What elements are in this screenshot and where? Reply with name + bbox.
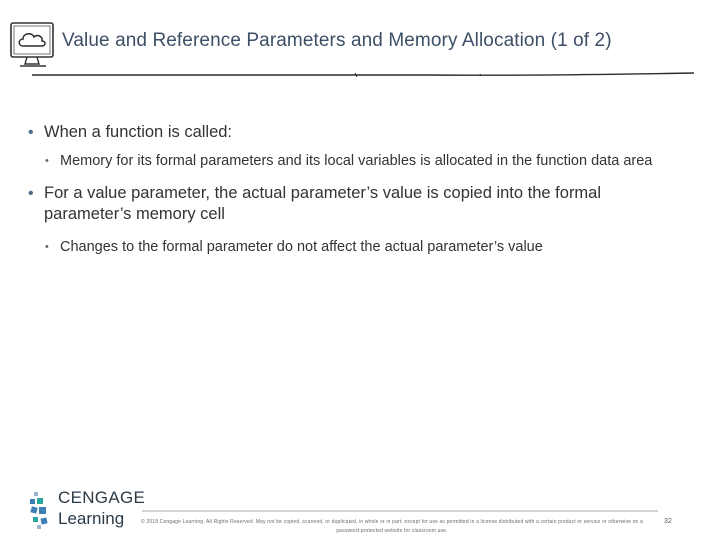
bullet-dot: •: [28, 124, 34, 141]
slide-title: Value and Reference Parameters and Memory Allocation (1 of 2): [62, 30, 612, 51]
bullet-item: [28, 183, 688, 225]
bullet-dot: •: [28, 185, 34, 202]
bullet-text: When a function is called:: [44, 123, 233, 141]
copyright-notice: © 2018 Cengage Learning. All Rights Reserved. May not be copied, scanned, or duplicated, in whole or in part, except for use as permitted in a license distributed with a certain product or service or otherwise on a password-protected website for classroom use.: [141, 519, 643, 534]
sub-bullet-dot: •: [45, 155, 49, 167]
footer-divider: [140, 506, 660, 516]
bullet-item: [28, 122, 688, 143]
sub-bullet-text: Changes to the formal parameter do not affect the actual parameter’s value: [60, 239, 543, 255]
sub-bullet-text: Memory for its formal parameters and its local variables is allocated in the function data area: [60, 153, 653, 169]
sub-bullet-dot: •: [45, 241, 49, 253]
logo-text-cengage: CENGAGE: [58, 488, 146, 507]
title-underline: [30, 68, 696, 82]
slide-body: [28, 122, 688, 257]
cloud-computer-icon: [8, 20, 58, 72]
logo-text-learning: Learning: [58, 509, 125, 528]
bullet-text: For a value parameter, the actual parameter’s value is copied into the formal parameter’s memory cell: [44, 184, 602, 223]
cengage-logo-mark-icon: [28, 490, 52, 530]
sub-bullet-item: [28, 237, 688, 257]
sub-bullet-item: [28, 151, 688, 171]
page-number: 32: [664, 518, 672, 525]
